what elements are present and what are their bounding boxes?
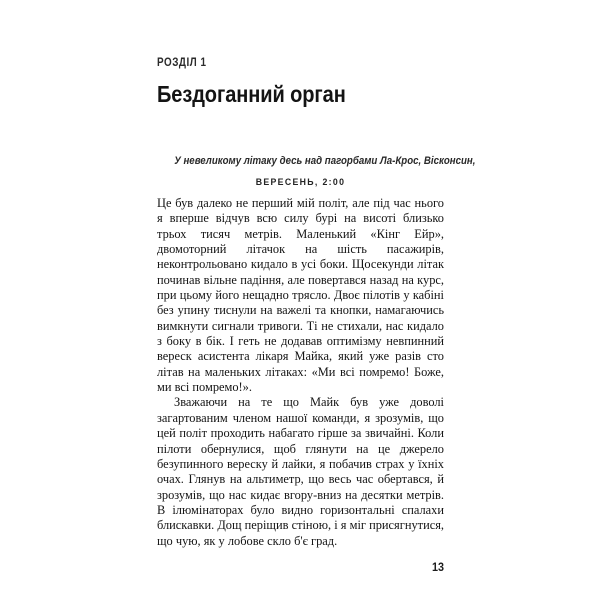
chapter-header (157, 57, 444, 123)
epigraph-timestamp: ВЕРЕСЕНЬ, 2:00 (255, 176, 346, 188)
epigraph-block (157, 155, 476, 188)
paragraph: Зважаючи на те що Майк був уже доволі загартованим членом нашої команди, я зрозумів, що цей політ проходить набагато гірше за звичайні. Коли пілоти обернулися, щоб глянути на це джерело безупинного вереску й лайки, я побачив страх у їхніх очах. Глянув на альтиметр, що весь час обертався, й зрозумів, що нас кидає вгору-вниз на десятки метрів. В ілюмінаторах було видно горизонтальні спалахи блискавки. Дощ періщив стіною, і я міг присягнутися, що чую, як у лобове скло б'є град. (157, 395, 444, 548)
body-text (157, 196, 444, 549)
chapter-title: Бездоганний орган (157, 80, 346, 107)
epigraph-location: У невеликому літаку десь над пагорбами Ла-Крос, Вісконсин, (174, 155, 476, 167)
chapter-number-label: РОЗДІЛ 1 (157, 57, 207, 69)
text-column (157, 0, 476, 600)
page-number: 13 (431, 560, 444, 574)
paragraph: Це був далеко не перший мій політ, але під час нього я вперше відчув всю силу бурі на висоті близько трьох тисяч метрів. Маленький «Кінг Ейр», двомоторний літачок на шість пасажирів, неконтрольовано кидало в усі боки. Щосекунди літак починав вільне падіння, але повертався назад на курс, при цьому його нещадно трясло. Двоє пілотів у кабіні без упину тиснули на важелі та кнопки, намагаючись вимкнути сигнали тривоги. Ті не стихали, нас кидало з боку в бік. І геть не додавав оптимізму невпинний вереск асистента лікаря Майка, який уже разів сто літав на маленьких літаках: «Ми всі помремо! Боже, ми всі помремо!». (157, 196, 444, 395)
